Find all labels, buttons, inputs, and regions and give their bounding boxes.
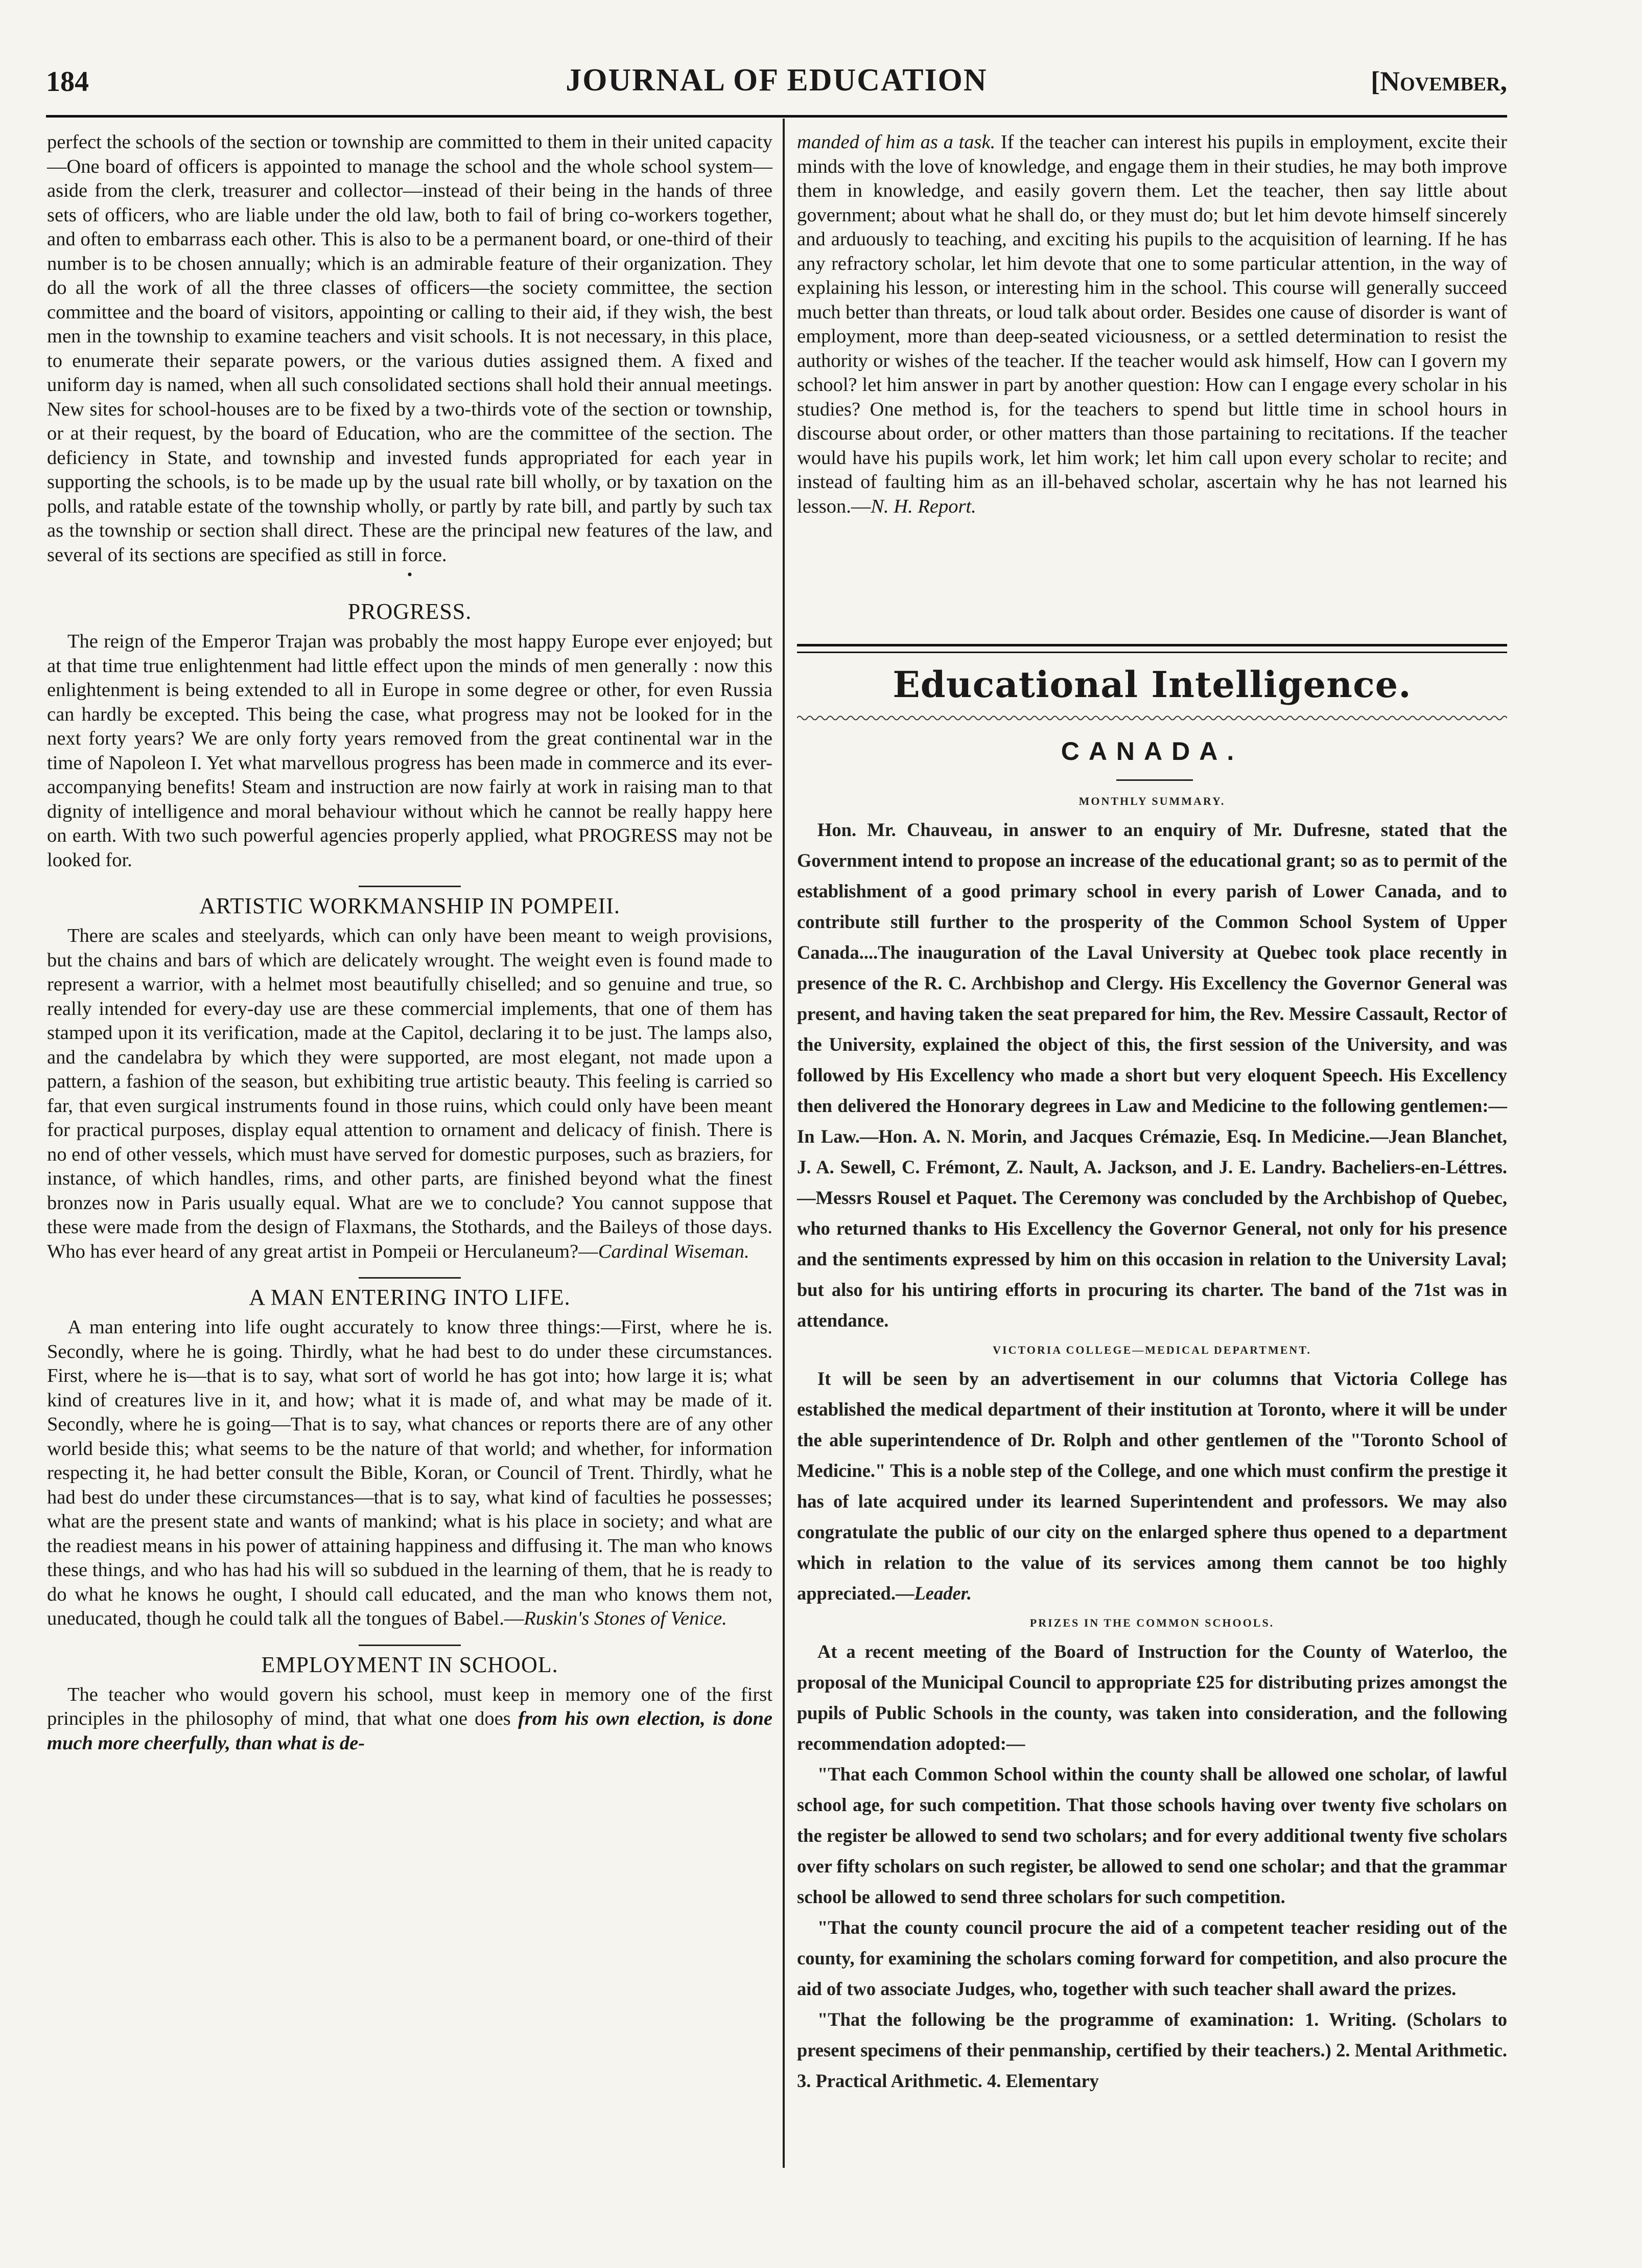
pompeii-title: ARTISTIC WORKMANSHIP IN POMPEII.	[199, 893, 620, 918]
double-rule	[797, 644, 1507, 653]
prizes-heading: PRIZES IN THE COMMON SCHOOLS.	[1029, 1616, 1275, 1629]
employment-italic: from his own election, is done much more cheerfully, than what is de-	[47, 1708, 772, 1754]
section-rule	[359, 886, 461, 887]
employment-continued-text: If the teacher can interest his pupils in employment, excite their minds with the love of knowledge, and engage them in their studies, he may both improve them in knowledge, and easily govern them. Let the teacher, then say little about government; about what he shall do, or they must do; but let him devote himself sincerely and arduously to teaching, and exciting his pupils to the acquisition of learning. If he has any refractory scholar, let him devote that one to some particular attention, in the way of explaining his lesson, or interesting him in the school. This course will generally succeed much better than threats, or loud talk about order. Besides one cause of disorder is want of employment, more than deep-seated viciousness, or a settled determination to resist the authority or wishes of the teacher. If the teacher would ask himself, How can I govern my school? let him answer in part by another question: How can I engage every scholar in his studies? One method is, for the teachers to spend but little time in school hours in discourse about order, or other matters than those partaining to recitations. If the teacher would have his pupils work, let him work; let him call upon every scholar to recite; and instead of faulting him as an ill-behaved scholar, ascertain why he has not learned his lesson.—	[797, 131, 1508, 517]
canada-title: CANADA.	[1061, 737, 1244, 766]
pompeii-text: There are scales and steelyards, which can only have been meant to weigh provisions, but the chains and bars of which are delicately wrought. The weight even is found made to represent a warrior, with a helmet most beautifully chiselled; and so genuine and true, so really intended for every-day use are these commercial implements, that one of them has stamped upon it its verification, made at the Capitol, declaring it to be just. The lamps also, and the candelabra by which they were supported, are most elegant, not made upon a pattern, a fashion of the season, but exhibiting true artistic beauty. This feeling is carried so far, that even surgical instruments found in those ruins, which could only have been meant for practical purposes, display equal attention to ornament and delicacy of finish. There is no end of other vessels, which must have served for domestic purposes, such as braziers, for instance, of which handles, rims, and other parts, are finished beyond what the finest bronzes now in Paris usually equal. What are we to conclude? You cannot suppose that these were made from the design of Flaxmans, the Stothards, and the Baileys of those days. Who has ever heard of any great artist in Pompeii or Herculaneum?—	[47, 925, 772, 1262]
intro-paragraph: perfect the schools of the section or township are committed to them in their united capacity—One board of officers is appointed to manage the school and the whole school system—aside from the clerk, treasurer and collector—instead of their being in the hands of three sets of officers, who are liable under the old law, both to fail of bring co-workers together, and often to embarrass each other. This is also to be a permanent board, or one-third of their number is to be chosen annually; which is an admirable feature of their organization. They do all the work of all the three classes of officers—the society committee, the section committee and the board of visitors, appointing or calling to their aid, if they wish, the best men in the township to examine teachers and visit schools. It is not necessary, in this place, to enumerate their separate powers, or the various duties assigned them. A fixed and uniform day is named, when all such consolidated sections shall hold their annual meetings. New sites for school-houses are to be fixed by a two-thirds vote of the section or township, or at their request, by the board of Education, who are the committee of the section. The deficiency in State, and township and invested funds appropriated for each year in supporting the schools, is to be made up by the usual rate bill wholly, or by taxation on the polls, and ratable estate of the township wholly, or partly by rate bill, and partly by such tax as the township or section shall direct. These are the principal new features of the law, and several of its sections are specified as still in force.	[47, 131, 772, 566]
left-column	[47, 130, 772, 1755]
life-title: A MAN ENTERING INTO LIFE.	[249, 1285, 571, 1310]
separator-dot: •	[407, 566, 413, 583]
section-rule	[359, 1277, 461, 1279]
employment-text: The teacher who would govern his school, must keep in memory one of the first principles in the philosophy of mind, that what one does	[47, 1683, 772, 1729]
section-rule	[359, 1645, 461, 1646]
employment-title: EMPLOYMENT IN SCHOOL.	[261, 1652, 558, 1677]
monthly-summary-heading: MONTHLY SUMMARY.	[1078, 795, 1226, 807]
journal-title: JOURNAL OF EDUCATION	[566, 63, 988, 98]
header-rule	[46, 115, 1507, 118]
life-source: Ruskin's Stones of Venice.	[524, 1608, 727, 1629]
pompeii-source: Cardinal Wiseman.	[598, 1240, 749, 1262]
right-column-news	[797, 787, 1507, 2096]
prizes-quote-2: "That the county council procure the aid of a competent teacher residing out of the county, for examining the scholars coming forward for competition, and also procure the aid of two associate Judges, who, together with such teacher shall award the prizes.	[797, 1917, 1507, 1999]
issue-month: [November,	[1371, 66, 1507, 97]
page-number: 184	[46, 66, 89, 98]
canada-rule	[1116, 779, 1193, 781]
progress-text: The reign of the Emperor Trajan was probably the most happy Europe ever enjoyed; but at that time true enlightenment had little effect upon the minds of men generally : now this enlightenment is being extended to all in Europe in some degree or other, for even Russia can hardly be excepted. This being the case, what progress may not be looked for in the next forty years? We are only forty years removed from the great continental war in the time of Napoleon I. Yet what marvellous progress has been made in commerce and its ever-accompanying benefits! Steam and instruction are now fairly at work in raising man to that dignity of intelligence and moral behaviour without which he cannot be really happy here on earth. With two such powerful agencies properly applied, what PROGRESS may not be looked for.	[47, 631, 772, 871]
employment-continued-italic: manded of him as a task.	[797, 131, 996, 153]
educational-intelligence-title: Educational Intelligence.	[893, 663, 1412, 706]
rule-thin	[797, 652, 1507, 653]
victoria-college-heading: VICTORIA COLLEGE—MEDICAL DEPARTMENT.	[993, 1344, 1311, 1356]
victoria-paragraph	[797, 1363, 1507, 1609]
victoria-text: It will be seen by an advertisement in our columns that Victoria College has established the medical department of their institution at Toronto, where it will be under the able superintendence of Dr. Rolph and other gentlemen of the "Toronto School of Medicine." This is a noble step of the College, and one which must confirm the prestige it has of late acquired under its learned Superintendent and professors. We may also congratulate the public of our city on the enlarged sphere thus opened to a department which in relation to the value of its services among them cannot be too highly appreciated.—	[797, 1368, 1507, 1604]
pompeii-paragraph	[47, 924, 772, 1264]
prizes-quote-3: "That the following be the programme of examination: 1. Writing. (Scholars to present specimens of their penmanship, certified by their teachers.) 2. Mental Arithmetic. 3. Practical Arithmetic. 4. Elementary	[797, 2009, 1507, 2091]
employment-continued-paragraph	[797, 130, 1507, 519]
prizes-quote-1: "That each Common School within the county shall be allowed one scholar, of lawful school age, for such competition. That those schools having over twenty five scholars on the register be allowed to send two scholars; and for every additional twenty five scholars over fifty scholars on such register, be allowed to send one scholar; and that the grammar school be allowed to send three scholars for such competition.	[797, 1764, 1507, 1907]
rule-thick	[797, 644, 1507, 646]
employment-source: N. H. Report.	[871, 495, 976, 517]
life-text: A man entering into life ought accurately to know three things:—First, where he is. Secondly, where he is going. Thirdly, what he had best to do under these circumstances. First, where he is—that is to say, what sort of world he has got into; how large it is; what kind of creatures live in it, and how; what it is made of, and what may be made of it. Secondly, where he is going—That is to say, what chances or reports there are of any other world beside this; what seems to be the nature of that world; and whether, for information respecting it, he had better consult the Bible, Koran, or Council of Trent. Thirdly, what he had best do under these circumstances—that is to say, what kind of faculties he possesses; what are the present state and wants of mankind; what is his place in society; and what are the readiest means in his power of attaining happiness and diffusing it. The man who knows these things, and who has had his will so subdued in the learning of them, that he is ready to do what he knows he ought, I should call educated, and the man who knows them not, uneducated, though he could talk all the tongues of Babel.—	[47, 1316, 772, 1629]
life-paragraph	[47, 1315, 772, 1631]
prizes-text: At a recent meeting of the Board of Instruction for the County of Waterloo, the proposal of the Municipal Council to appropriate £25 for distributing prizes amongst the pupils of Public Schools in the county, was taken into consideration, and the following recommendation adopted:—	[797, 1641, 1507, 1754]
column-divider	[783, 119, 785, 2168]
progress-title: PROGRESS.	[347, 599, 472, 624]
wavy-rule	[797, 714, 1507, 722]
monthly-summary-text: Hon. Mr. Chauveau, in answer to an enquiry of Mr. Dufresne, stated that the Government intend to propose an increase of the educational grant; so as to permit of the establishment of a good primary school in every parish of Lower Canada, and to contribute still further to the prosperity of the Common School System of Upper Canada....The inauguration of the Laval University at Quebec took place recently in presence of the R. C. Archbishop and Clergy. His Excellency the Governor General was present, and having taken the seat prepared for him, the Rev. Messire Cassault, Rector of the University, explained the object of this, the first session of the University, and was followed by His Excellency who made a short but very eloquent Speech. His Excellency then delivered the Honorary degrees in Law and Medicine to the following gentlemen:—In Law.—Hon. A. N. Morin, and Jacques Crémazie, Esq. In Medicine.—Jean Blanchet, J. A. Sewell, C. Frémont, Z. Nault, A. Jackson, and J. E. Landry. Bacheliers-en-Léttres.—Messrs Rousel et Paquet. The Ceremony was concluded by the Archbishop of Quebec, who returned thanks to His Excellency the Governor General, not only for his presence and the sentiments expressed by him on this occasion in relation to the University Laval; but also for his untiring efforts in procuring its charter. The band of the 71st was in attendance.	[797, 819, 1507, 1331]
right-column-top	[797, 130, 1507, 519]
employment-paragraph	[47, 1683, 772, 1756]
victoria-source: Leader.	[914, 1583, 972, 1604]
page-header	[46, 56, 1507, 112]
